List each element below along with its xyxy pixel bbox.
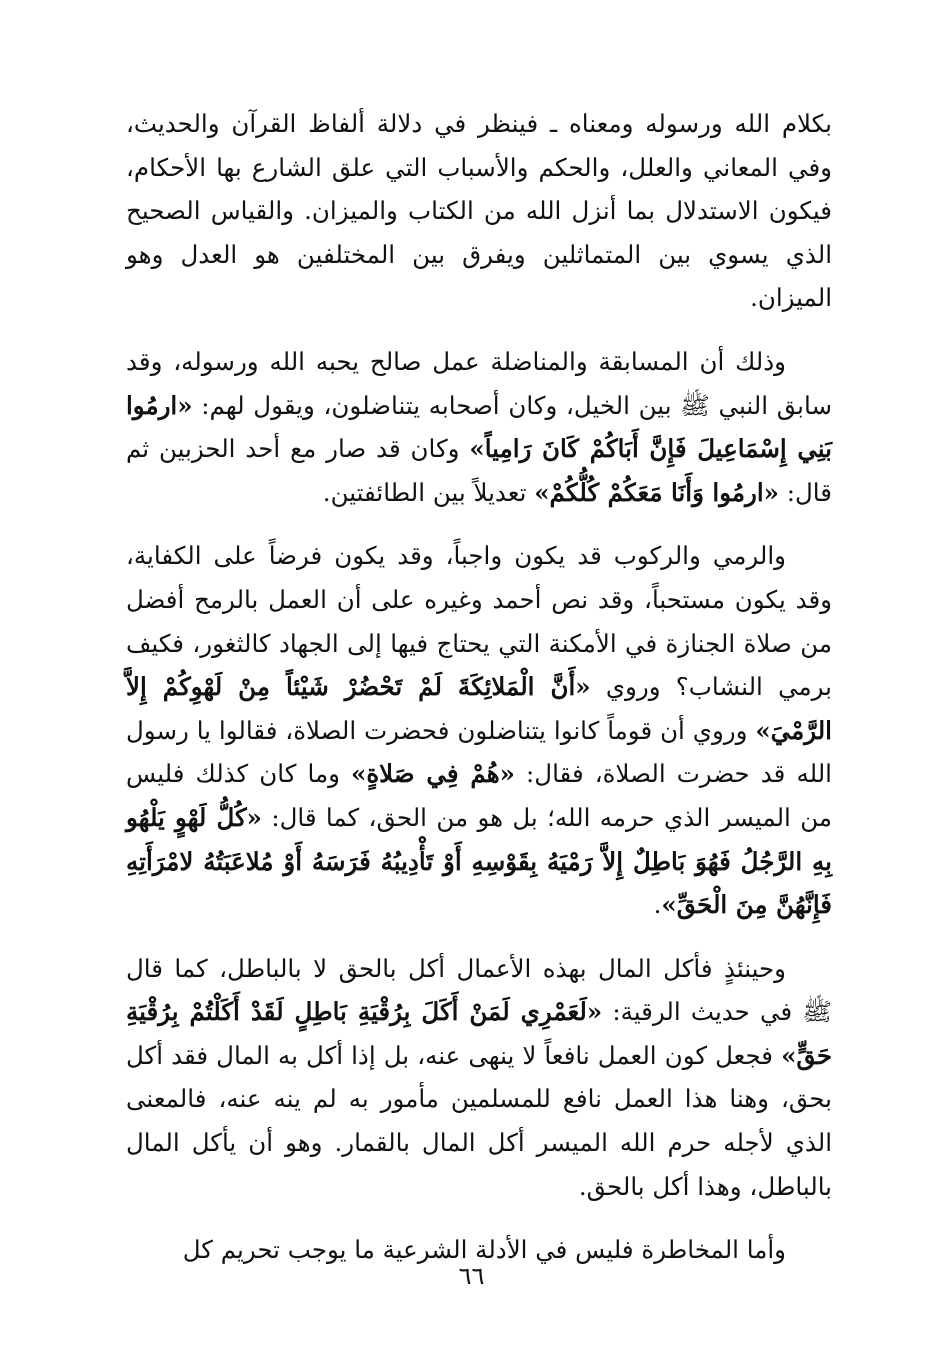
paragraph-text: فجعل كون العمل نافعاً لا ينهى عنه، بل إذا أكل به المال فقد أكل بحق، وهنا هذا العمل نافع للمسلمين مأمور به لم ينه عنه، فالمعنى الذي لأجله حرم الله الميسر أكل المال بالقمار. وهو أن يأكل المال بالباطل، وهذا أكل بالحق.	[126, 1040, 832, 1201]
paragraph-text: بكلام الله ورسوله ومعناه ـ فينظر في دلالة ألفاظ القرآن والحديث، وفي المعاني والعلل، والحكم والأسباب التي علق الشارع بها الأحكام، فيكون الاستدلال بما أنزل الله من الكتاب والميزان. والقياس الصحيح الذي يسوي بين المتماثلين ويفرق بين المختلفين هو العدل وهو الميزان.	[126, 109, 832, 313]
hadith-quote: «ارمُوا وَأَنَا مَعَكُمْ كُلُّكُمْ»	[534, 477, 779, 507]
paragraph	[126, 340, 832, 514]
paragraph-text: وما كان كذلك فليس من الميسر الذي حرمه الله؛ بل هو من الحق، كما قال:	[126, 759, 832, 832]
paragraph-text: وحينئذٍ فأكل المال بهذه الأعمال أكل بالحق لا بالباطل، كما قال ﷺ في حديث الرقية:	[126, 953, 832, 1027]
hadith-quote: «هُمْ فِي صَلاةٍ»	[351, 759, 515, 789]
paragraph-text: تعديلاً بين الطائفتين.	[322, 477, 535, 507]
hadith-quote: «أَنَّ الْمَلائِكَةَ لَمْ تَحْضُرْ شَيْئاً مِنْ لَهْوِكُمْ إِلاَّ الرَّمْيَ»	[126, 672, 832, 745]
hadith-quote: «لَعَمْرِي لَمَنْ أَكَلَ بِرُقْيَةِ بَاطِلٍ لَقَدْ أَكَلْتُمْ بِرُقْيَةِ حَقٍّ»	[126, 997, 832, 1070]
paragraph-text: والرمي والركوب قد يكون واجباً، وقد يكون فرضاً على الكفاية، وقد يكون مستحباً، وقد نص أحمد وغيره على أن العمل بالرمح أفضل من صلاة الجنازة في الأمكنة التي يحتاج فيها إلى الجهاد كالثغور، فكيف برمي النشاب؟ وروي	[126, 541, 832, 702]
paragraph-text: .	[653, 890, 662, 920]
paragraph	[126, 102, 832, 320]
page-number: ٦٦	[458, 1262, 485, 1290]
hadith-quote: «كُلُّ لَهْوٍ يَلْهُو بِهِ الرَّجُلُ فَهُوَ بَاطِلٌ إِلاَّ رَمْيَهُ بِقَوْسِهِ أَوْ تَأْدِيبُهُ فَرَسَهُ أَوْ مُلاعَبَتُهُ لامْرَأَتِهِ فَإِنَّهُنَّ مِنَ الْحَقِّ»	[126, 802, 832, 920]
paragraph-text: وكان قد صار مع أحد الحزبين ثم قال:	[126, 434, 832, 507]
hadith-quote: «ارمُوا بَنِي إِسْمَاعِيلَ فَإِنَّ أَبَاكُمْ كَانَ رَامِياً»	[126, 390, 832, 464]
paragraph	[126, 534, 832, 926]
paragraph-text: وروي أن قوماً كانوا يتناضلون فحضرت الصلاة، فقالوا يا رسول الله قد حضرت الصلاة، فقال:	[126, 715, 832, 789]
paragraph	[126, 947, 832, 1209]
paragraph-text: وذلك أن المسابقة والمناضلة عمل صالح يحبه الله ورسوله، وقد سابق النبي ﷺ بين الخيل، وكان أصحابه يتناضلون، ويقول لهم:	[126, 346, 832, 420]
body-text	[126, 102, 832, 1292]
paragraph-text: وأما المخاطرة فليس في الأدلة الشرعية ما يوجب تحريم كل	[182, 1235, 786, 1265]
